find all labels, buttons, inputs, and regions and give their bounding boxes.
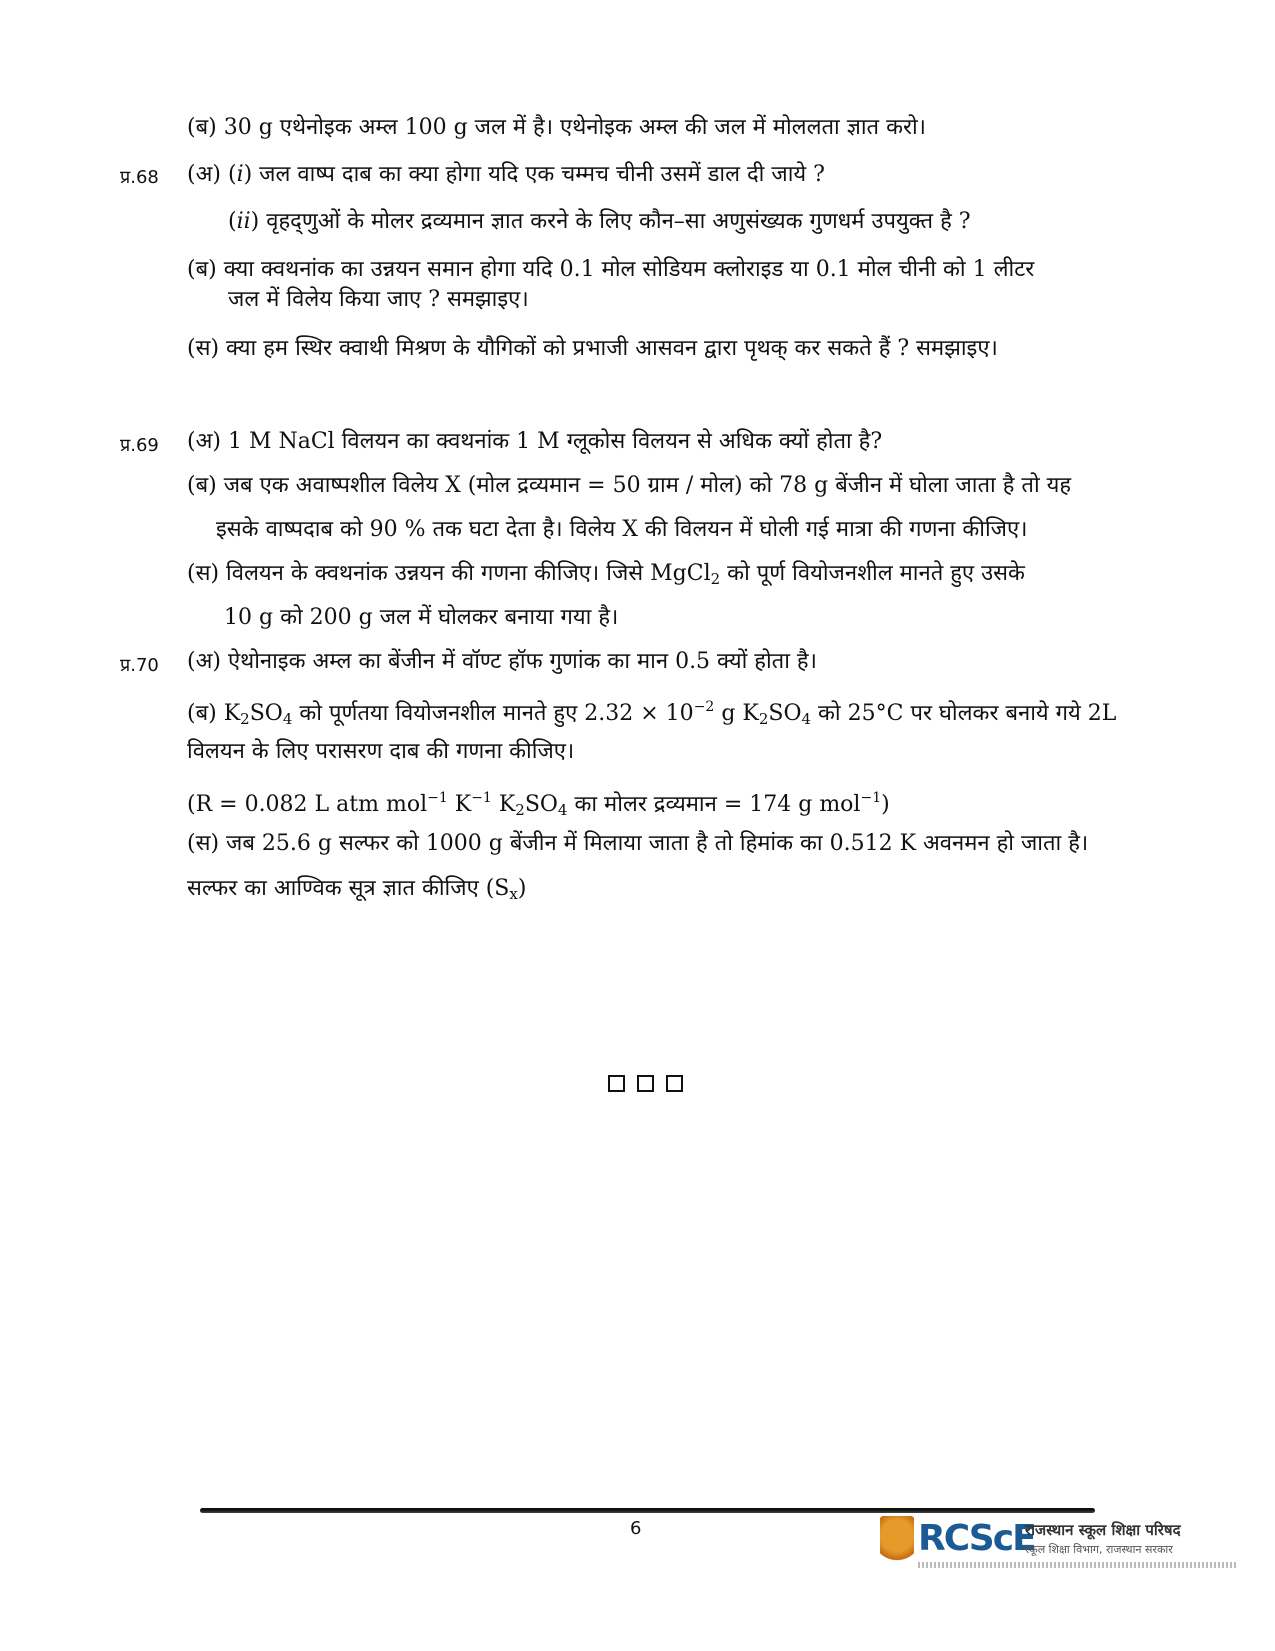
q67-part-b — [187, 113, 926, 143]
text: को 25°C पर घोलकर बनाये गये 2L — [811, 701, 1117, 726]
q70-part-c-line1: (स) जब 25.6 g सल्फर को 1000 g बेंजीन में मिलाया जाता है तो हिमांक का 0.512 K अवनमन हो जाता है। — [187, 831, 1089, 856]
q70-part-b-line2: विलयन के लिए परासरण दाब की गणना कीजिए। — [187, 739, 575, 764]
text: ) — [881, 792, 890, 817]
text: ) — [517, 876, 527, 901]
rcsce-logo — [880, 1516, 1240, 1574]
q69-part-c-line1 — [187, 559, 1025, 594]
text: (R = 0.082 L atm mol — [187, 792, 428, 817]
text: SO — [249, 701, 283, 726]
state-emblem-icon — [880, 1516, 914, 1572]
superscript: −2 — [693, 699, 715, 715]
q69-part-b-line1: (ब) जब एक अवाष्पशील विलेय X (मोल द्रव्यमान = 50 ग्राम / मोल) को 78 g बेंजीन में घोला जाता है तो यह — [187, 473, 1072, 498]
logo-wordmark: RCScE — [918, 1518, 1035, 1559]
text: (स) विलयन के क्वथनांक उन्नयन की गणना कीजिए। जिसे MgCl — [187, 561, 711, 586]
subscript: x — [509, 885, 518, 903]
square-icon — [637, 1075, 654, 1092]
superscript: −1 — [860, 790, 882, 806]
text: (ब) K — [187, 701, 241, 726]
superscript: −1 — [471, 790, 492, 806]
q68-part-c: (स) क्या हम स्थिर क्वाथी मिश्रण के यौगिकों को प्रभाजी आसवन द्वारा पृथक् कर सकते हैं ? समझाइए। — [187, 336, 998, 361]
question-number-69: प्र.69 — [120, 435, 159, 456]
q68-part-a-ii — [228, 207, 971, 237]
q69-part-a: (अ) 1 M NaCl विलयन का क्वथनांक 1 M ग्लूकोस विलयन से अधिक क्यों होता है? — [187, 429, 883, 454]
text: का मोलर द्रव्यमान = 174 g mol — [567, 792, 861, 817]
q70-constants — [187, 783, 890, 825]
text: ) वृहद्‌णुओं के मोलर द्रव्यमान ज्ञात करने के लिए कौन–सा अणुसंख्यक गुणधर्म उपयुक्त है ? — [250, 209, 971, 234]
q69-part-b-line2: इसके वाष्पदाब को 90 % तक घटा देता है। विलेय X की विलयन में घोली गई मात्रा की गणना कीजिए। — [216, 517, 1028, 542]
text: (अ) ( — [187, 162, 237, 187]
roman-numeral: ii — [236, 209, 251, 234]
q70-part-a: (अ) ऐथोनाइक अम्ल का बेंजीन में वॉण्ट हॉफ गुणांक का मान 0.5 क्यों होता है। — [187, 649, 817, 674]
text: SO — [768, 701, 802, 726]
q70-part-c-line2 — [187, 874, 526, 909]
text: (ब) 30 g एथेनोइक अम्ल 100 g जल में है। एथेनोइक अम्ल की जल में मोललता ज्ञात करो। — [187, 115, 926, 140]
end-of-section-marker — [608, 1075, 683, 1092]
subscript: 4 — [557, 801, 568, 819]
q69-part-c-line2: 10 g को 200 g जल में घोलकर बनाया गया है। — [224, 605, 619, 630]
text: को पूर्ण वियोजनशील मानते हुए उसके — [720, 561, 1025, 586]
superscript: −1 — [427, 790, 448, 806]
text: g K — [714, 701, 759, 726]
text: K — [447, 792, 472, 817]
page-number: 6 — [630, 1518, 642, 1539]
text: SO — [524, 792, 558, 817]
text: ) जल वाष्प दाब का क्या होगा यदि एक चम्मच चीनी उसमें डाल दी जाये ? — [243, 162, 825, 187]
subscript: 4 — [282, 710, 293, 728]
subscript: 2 — [515, 801, 525, 819]
text: K — [491, 792, 516, 817]
subscript: 2 — [710, 570, 721, 588]
subscript: 2 — [758, 710, 769, 728]
footer-divider — [200, 1508, 1095, 1513]
text: को पूर्णतया वियोजनशील मानते हुए 2.32 × 10 — [292, 701, 694, 726]
square-icon — [666, 1075, 683, 1092]
q70-part-b-line1 — [187, 692, 1116, 734]
q68-part-b-line2: जल में विलेय किया जाए ? समझाइए। — [228, 287, 529, 312]
subscript: 4 — [801, 710, 812, 728]
question-number-70: प्र.70 — [120, 655, 159, 676]
square-icon — [608, 1075, 625, 1092]
logo-subtitle: स्कूल शिक्षा विभाग, राजस्थान सरकार — [1025, 1543, 1173, 1556]
q68-part-b-line1: (ब) क्या क्वथनांक का उन्नयन समान होगा यदि 0.1 मोल सोडियम क्लोराइड या 0.1 मोल चीनी को 1 लीटर — [187, 257, 1035, 282]
logo-decorative-band — [918, 1562, 1238, 1568]
roman-numeral: i — [236, 162, 244, 187]
q68-part-a-i — [187, 160, 825, 190]
text: ( — [228, 209, 237, 234]
question-number-68: प्र.68 — [120, 167, 159, 188]
subscript: 2 — [240, 710, 250, 728]
text: सल्फर का आण्विक सूत्र ज्ञात कीजिए (S — [187, 876, 510, 901]
logo-title: राजस्थान स्कूल शिक्षा परिषद — [1025, 1521, 1181, 1539]
